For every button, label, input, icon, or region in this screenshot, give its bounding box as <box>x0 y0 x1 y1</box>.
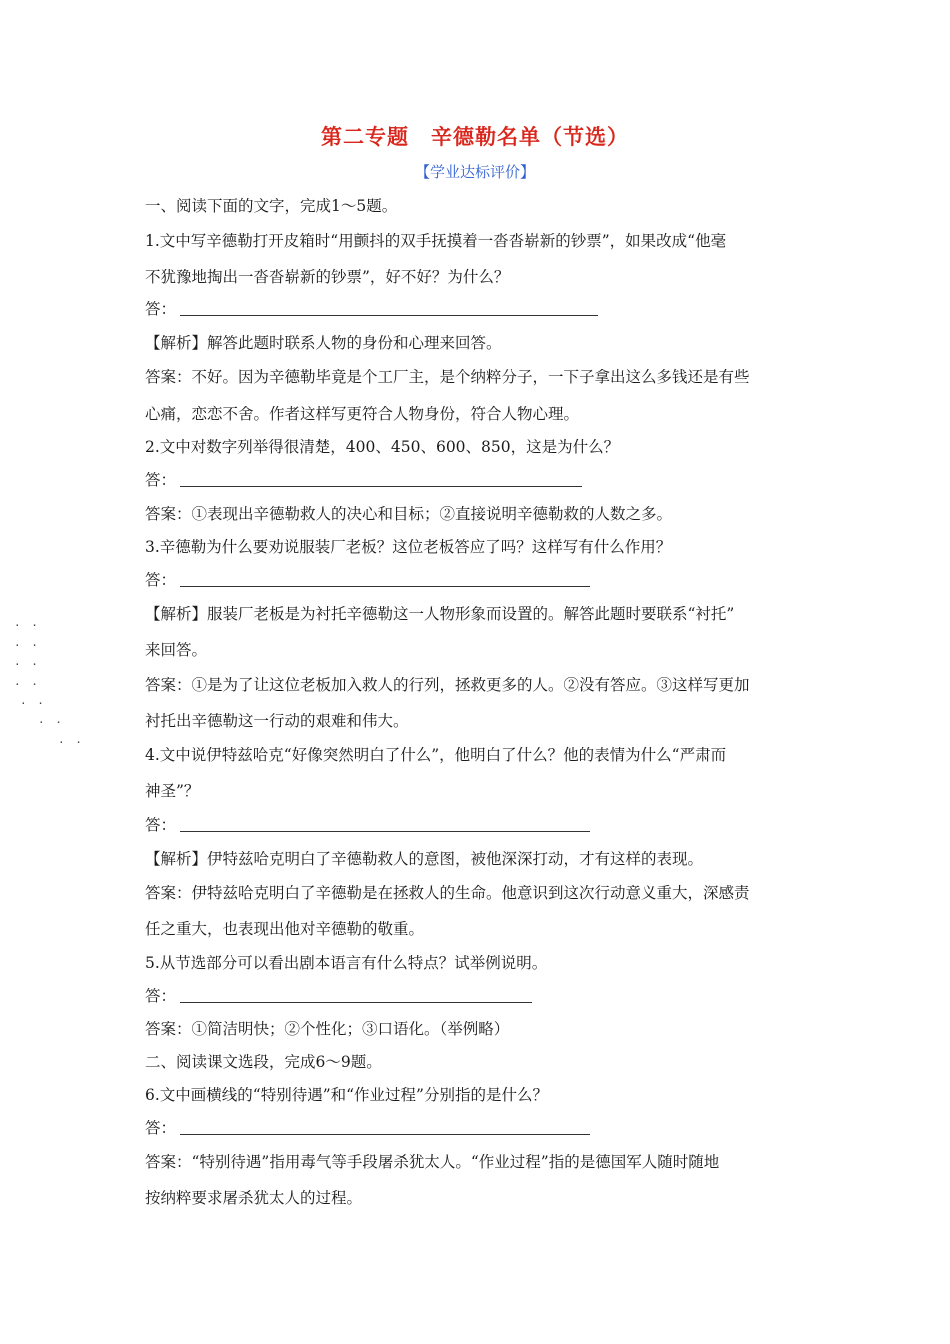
section-heading-1: 一、阅读下面的文字，完成1～5题。 <box>145 197 398 215</box>
question-4: 4.文中说伊特兹哈克“好像突然明白了什么”，他明白了什么？他的表情为什么“严肃而 <box>145 746 727 764</box>
answer-blank-1: 答： <box>145 299 598 319</box>
answer-blank-5: 答： <box>145 986 532 1006</box>
answer-blank-6: 答： <box>145 1118 590 1138</box>
answer-6: 答案：“特别待遇”指用毒气等手段屠杀犹太人。“作业过程”指的是德国军人随时随地 <box>145 1153 720 1171</box>
question-4-cont: 神圣”？ <box>145 782 200 800</box>
answer-line <box>180 1133 590 1135</box>
question-5: 5.从节选部分可以看出剧本语言有什么特点？试举例说明。 <box>145 954 548 972</box>
answer-line <box>180 830 590 832</box>
question-2: 2.文中对数字列举得很清楚，400、450、600、850，这是为什么？ <box>145 438 620 456</box>
answer-4-cont: 任之重大，也表现出他对辛德勒的敬重。 <box>145 920 425 938</box>
answer-6-cont: 按纳粹要求屠杀犹太人的过程。 <box>145 1189 363 1207</box>
answer-4: 答案：伊特兹哈克明白了辛德勒是在拯救人的生命。他意识到这次行动意义重大，深感责 <box>145 884 750 902</box>
answer-blank-3: 答： <box>145 570 590 590</box>
answer-2: 答案：①表现出辛德勒救人的决心和目标；②直接说明辛德勒救的人数之多。 <box>145 505 673 523</box>
page-title: 第二专题 辛德勒名单（节选） <box>321 125 629 149</box>
answer-3-cont: 衬托出辛德勒这一行动的艰难和伟大。 <box>145 712 409 730</box>
question-1: 1.文中写辛德勒打开皮箱时“用颤抖的双手抚摸着一沓沓崭新的钞票”，如果改成“他毫 <box>145 232 727 250</box>
question-1-cont: 不犹豫地掏出一沓沓崭新的钞票”，好不好？为什么？ <box>145 268 510 286</box>
answer-1: 答案：不好。因为辛德勒毕竟是个工厂主，是个纳粹分子，一下子拿出这么多钱还是有些 <box>145 368 750 386</box>
section-heading-2: 二、阅读课文选段，完成6～9题。 <box>145 1053 382 1071</box>
answer-blank-4: 答： <box>145 815 590 835</box>
answer-3: 答案：①是为了让这位老板加入救人的行列，拯救更多的人。②没有答应。③这样写更加 <box>145 676 750 694</box>
answer-blank-2: 答： <box>145 470 582 490</box>
analysis-3-cont: 来回答。 <box>145 641 208 659</box>
question-6: 6.文中画横线的“特别待遇”和“作业过程”分别指的是什么？ <box>145 1086 548 1104</box>
answer-line <box>180 314 598 316</box>
answer-line <box>180 585 590 587</box>
analysis-4: 【解析】伊特兹哈克明白了辛德勒救人的意图，被他深深打动，才有这样的表现。 <box>145 850 704 868</box>
analysis-3: 【解析】服装厂老板是为衬托辛德勒这一人物形象而设置的。解答此题时要联系“衬托” <box>145 605 735 623</box>
section-subtitle: 【学业达标评价】 <box>414 163 535 181</box>
answer-1-cont: 心痛，恋恋不舍。作者这样写更符合人物身份，符合人物心理。 <box>145 405 580 423</box>
question-3: 3.辛德勒为什么要劝说服装厂老板？这位老板答应了吗？这样写有什么作用？ <box>145 538 672 556</box>
answer-line <box>180 1001 532 1003</box>
answer-line <box>180 485 582 487</box>
analysis-1: 【解析】解答此题时联系人物的身份和心理来回答。 <box>145 334 502 352</box>
answer-5: 答案：①简洁明快；②个性化；③口语化。（举例略） <box>145 1020 510 1038</box>
